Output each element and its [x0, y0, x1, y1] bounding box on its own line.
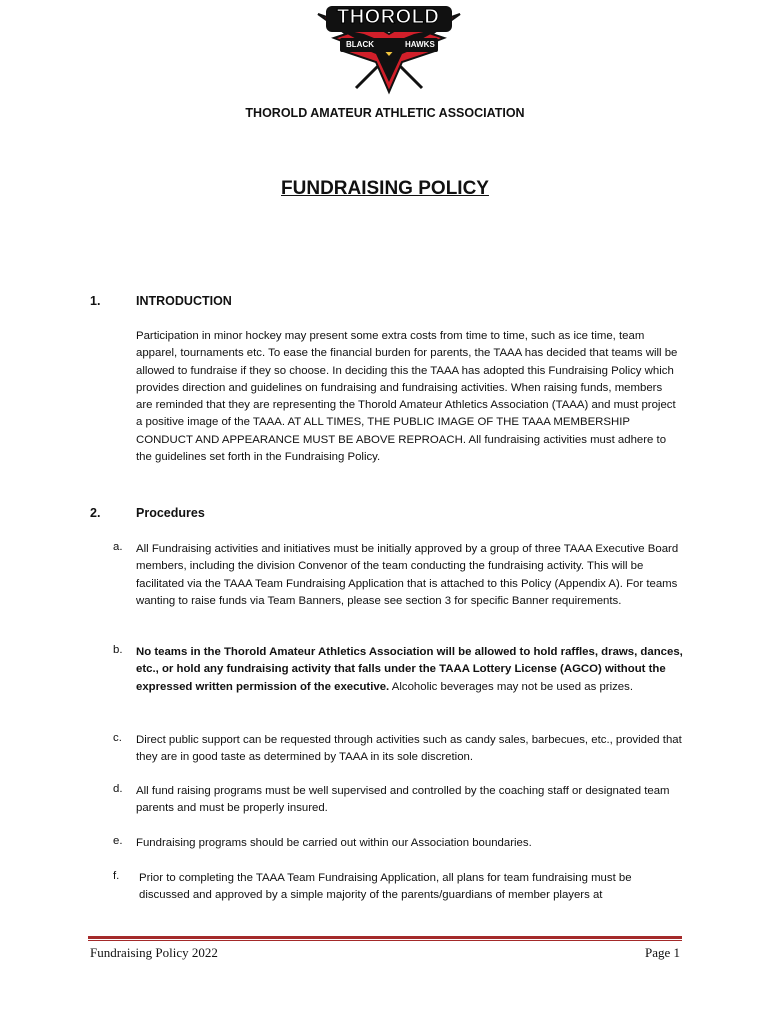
procedure-f-text: Prior to completing the TAAA Team Fundraising Application, all plans for team fundraising must be discussed and approved by a simple majority of the parents/guardians of member players at: [139, 872, 632, 902]
procedure-b-letter: b.: [113, 644, 123, 656]
procedure-e-letter: e.: [113, 835, 123, 847]
procedure-a-letter: a.: [113, 541, 123, 553]
procedure-b-text: [136, 644, 684, 696]
footer-rule-thick: [88, 936, 682, 939]
procedure-c-letter: c.: [113, 732, 122, 744]
procedure-f-letter: f.: [113, 870, 120, 882]
association-name: THOROLD AMATEUR ATHLETIC ASSOCIATION: [245, 106, 525, 120]
logo-hawks-text: HAWKS: [405, 40, 435, 49]
footer-page-number: Page 1: [644, 945, 680, 960]
section-1-title: INTRODUCTION: [136, 294, 232, 308]
document-title: FUNDRAISING POLICY: [281, 178, 489, 199]
section-2-title: Procedures: [136, 506, 205, 520]
procedure-c-text: Direct public support can be requested through activities such as candy sales, barbecues, etc., provided that they are in good taste as determined by TAAA in its sole discretion.: [136, 734, 682, 764]
procedure-b-regular-text: Alcoholic beverages may not be used as prizes.: [389, 680, 633, 693]
section-1-number: 1.: [90, 294, 101, 308]
procedure-b-bold-text: No teams in the Thorold Amateur Athletics Association will be allowed to hold raffles, draws, dances, etc., or hold any fundraising activity that falls under the TAAA Lottery License (AGCO) without the expressed written permission of the executive.: [136, 646, 683, 693]
procedure-e-text: Fundraising programs should be carried out within our Association boundaries.: [136, 837, 532, 849]
logo-black-text: BLACK: [346, 40, 374, 49]
logo-wordmark: THOROLD: [337, 6, 440, 28]
footer-rule-thin: [88, 940, 682, 941]
footer-document-name: Fundraising Policy 2022: [90, 945, 218, 960]
section-2-number: 2.: [90, 506, 101, 520]
procedure-a-text: All Fundraising activities and initiatives must be initially approved by a group of three TAAA Executive Board members, including the division Convenor of the team conducting the fundraising activity. This will be facilitated via the TAAA Team Fundraising Application that is attached to this Policy (Appendix A). For teams wanting to raise funds via Team Banners, please see section 3 for specific Banner requirements.: [136, 543, 679, 607]
procedure-d-letter: d.: [113, 783, 123, 795]
procedure-d-text: All fund raising programs must be well supervised and controlled by the coaching staff or designated team parents and must be properly insured.: [136, 785, 670, 815]
introduction-paragraph: Participation in minor hockey may present some extra costs from time to time, such as ice time, team apparel, tournaments etc. To ease the financial burden for parents, the TAAA has decided that teams will be allowed to fundraise if they so choose. In deciding this the TAAA has adopted this Fundraising Policy which provides direction and guidelines on fundraising and fundraising activities. When raising funds, members are reminded that they are representing the Thorold Amateur Athletics Association (TAAA) and must project a positive image of the TAAA. AT ALL TIMES, THE PUBLIC IMAGE OF THE TAAA MEMBERSHIP CONDUCT AND APPEARANCE MUST BE ABOVE REPROACH. All fundraising activities must adhere to the guidelines set forth in the Fundraising Policy.: [136, 330, 678, 464]
